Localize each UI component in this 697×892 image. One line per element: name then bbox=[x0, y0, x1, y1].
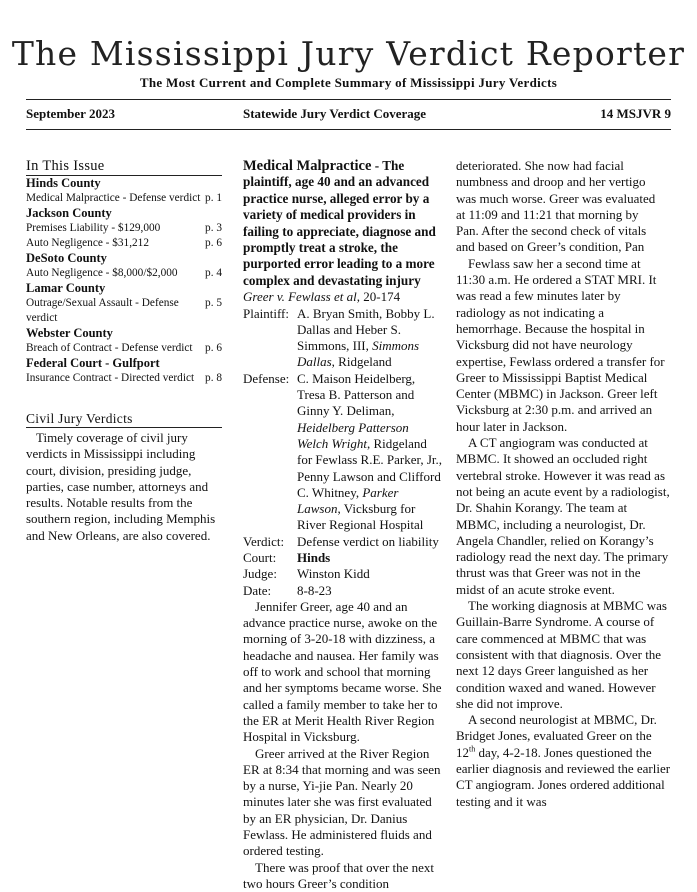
issue-entry bbox=[26, 296, 222, 326]
volume-number: 14 MSJVR 9 bbox=[600, 106, 671, 121]
issue-entry-text: Insurance Contract - Directed verdict bbox=[26, 372, 195, 384]
issue-county: DeSoto County bbox=[26, 251, 107, 265]
issue-entry-text: Outrage/Sexual Assault - Defense verdict bbox=[26, 297, 179, 324]
issue-county: Hinds County bbox=[26, 176, 101, 190]
paragraph-5: A CT angiogram was conducted at MBMC. It showed an occluded right vertebral stroke. However it was read as not being an acute event by a radiologist, Dr. Shahin Korangy. The team at MBMC, including a neurologist, Dr. Angela Chandler, relied on Korangy’s radiology read the next day. The primary thrust was that Greer was not in the midst of an acute stroke event. bbox=[456, 435, 670, 597]
issue-county: Lamar County bbox=[26, 281, 106, 295]
issue-entry bbox=[26, 221, 222, 236]
left-column bbox=[26, 158, 222, 544]
paragraph-1: Jennifer Greer, age 40 and an advance practice nurse, awoke on the morning of 3-20-18 with dizziness, a headache and nausea. Her family was off to work and school that morning and her symptoms became worse. She called a family member to take her to the ER at Merit Health River Region Hospital in Vicksburg. bbox=[243, 598, 442, 745]
article-headline bbox=[243, 158, 443, 289]
date-row: Date: 8-8-23 bbox=[243, 582, 332, 598]
paragraph-4: Fewlass saw her a second time at 11:30 a.m. He ordered a STAT MRI. It was read a few minutes later by radiology as not indicating a hemorrhage. Because the hospital in Vicksburg did not have neurology expertise, Fewlass ordered a transfer for Greer to Mississippi Baptist Medical Center (MBMC) in Jackson. Greer left Vicksburg at 2:30 p.m. and arrived an hour later in Jackson. bbox=[456, 255, 665, 434]
issue-entry-page: p. 6 bbox=[205, 342, 222, 354]
article-title: Medical Malpractice bbox=[243, 158, 372, 174]
masthead-title: The Mississippi Jury Verdict Reporter bbox=[11, 34, 686, 73]
plaintiff-row: Plaintiff: A. Bryan Smith, Bobby L. Dallas and Heber S. Simmons, III, Simmons Dallas, Ridgeland bbox=[243, 305, 435, 370]
issue-entry bbox=[26, 341, 222, 356]
in-this-issue-heading: In This Issue bbox=[26, 158, 222, 176]
issue-entry bbox=[26, 236, 222, 251]
court-row: Court: Hinds bbox=[243, 550, 331, 565]
masthead-subtitle: The Most Current and Complete Summary of Mississippi Jury Verdicts bbox=[139, 75, 558, 90]
paragraph-3-continued: deteriorated. She now had facial numbness and droop and her vertigo was much worse. Greer was evaluated at 11:09 and 11:21 that morning by Pan. After the second check of vitals and based on Greer’s condition, Pan bbox=[456, 158, 656, 255]
paragraph-2: Greer arrived at the River Region ER at 8:34 that morning and was seen by a nurse, Yi-jie Pan. Nearly 20 minutes later she was first evaluated by an ER physician, Dr. Danius Fewlass. He administered fluids and ordered testing. bbox=[243, 745, 441, 859]
issue-list bbox=[26, 176, 222, 386]
issue-entry bbox=[26, 266, 222, 281]
issue-entry-text: Auto Negligence - $31,212 bbox=[26, 237, 149, 249]
top-rule bbox=[26, 99, 671, 100]
issue-entry-page: p. 3 bbox=[205, 222, 222, 234]
article-column-2 bbox=[456, 158, 671, 810]
article-column-1 bbox=[243, 158, 443, 892]
issue-date: September 2023 bbox=[26, 106, 115, 121]
issue-county: Federal Court - Gulfport bbox=[26, 356, 160, 370]
paragraph-3: There was proof that over the next two hours Greer’s condition bbox=[243, 859, 435, 891]
paragraph-7: A second neurologist at MBMC, Dr. Bridget Jones, evaluated Greer on the 12th day, 4-2-18. Jones questioned the earlier diagnosis and reviewed the earlier CT angiogram. Jones ordered additional testing and it was bbox=[456, 712, 671, 809]
issue-entry-text: Breach of Contract - Defense verdict bbox=[26, 342, 193, 354]
issue-entry bbox=[26, 371, 222, 386]
case-caption: Greer v. Fewlass et al, 20-174 bbox=[243, 289, 401, 305]
issue-entry-text: Auto Negligence - $8,000/$2,000 bbox=[26, 267, 178, 279]
issue-entry-text: Medical Malpractice - Defense verdict bbox=[26, 192, 201, 204]
issue-entry-page: p. 1 bbox=[205, 192, 222, 204]
issue-entry-text: Premises Liability - $129,000 bbox=[26, 222, 161, 234]
civil-verdicts-heading: Civil Jury Verdicts bbox=[26, 410, 222, 428]
issue-entry-page: p. 6 bbox=[205, 237, 222, 249]
issue-entry-page: p. 5 bbox=[205, 297, 222, 309]
article-dash: - bbox=[371, 158, 383, 173]
bottom-rule bbox=[26, 129, 671, 130]
paragraph-6: The working diagnosis at MBMC was Guillain-Barre Syndrome. A course of care commenced at MBMC that was consistent with that diagnosis. Over the next 12 days Greer languished as her condition waxed and waned. However she did not improve. bbox=[456, 598, 667, 711]
judge-row: Judge: Winston Kidd bbox=[243, 566, 370, 582]
issue-county: Jackson County bbox=[26, 206, 112, 220]
issue-county: Webster County bbox=[26, 326, 113, 340]
coverage-label: Statewide Jury Verdict Coverage bbox=[243, 106, 427, 121]
civil-verdicts-body: Timely coverage of civil jury verdicts in Mississippi including court, division, presiding judge, parties, case number, attorneys and results. Notable results from the southern region, including Memphis and New Orleans, are also covered. bbox=[26, 430, 216, 543]
issue-entry-page: p. 8 bbox=[205, 372, 222, 384]
verdict-row: Verdict: Defense verdict on liability bbox=[243, 533, 439, 549]
issue-entry-page: p. 4 bbox=[205, 267, 222, 279]
issue-entry bbox=[26, 191, 222, 206]
article-summary: The plaintiff, age 40 and an advanced practice nurse, alleged error by a variety of medical providers in failing to appreciate, diagnose and promptly treat a stroke, the purported error leading to a more complex and devastating injury bbox=[243, 158, 436, 288]
defense-row: Defense: C. Maison Heidelberg, Tresa B. Patterson and Ginny Y. Deliman, Heidelberg Patterson Welch Wright, Ridgeland for Fewlass R.E. Parker, Jr., Penny Lawson and Clifford C. Whitney, Parker Lawson, Vicksburg for River Regional Hospital bbox=[243, 370, 442, 533]
